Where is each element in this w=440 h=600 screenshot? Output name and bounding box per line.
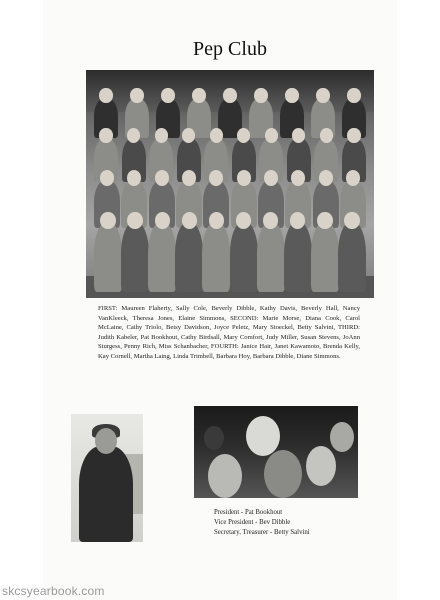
group-member-figure [284, 222, 312, 292]
officer-figure [264, 450, 302, 498]
group-member-head [316, 88, 329, 103]
group-member-head [127, 212, 142, 229]
site-watermark: skcsyearbook.com [2, 584, 105, 598]
group-member-head [265, 128, 278, 143]
officer-figure [330, 422, 354, 452]
group-member-figure [148, 222, 176, 292]
group-member-figure [94, 222, 122, 292]
portrait-face [95, 428, 117, 454]
group-member-head [99, 88, 112, 103]
group-member-head [347, 128, 360, 143]
group-member-head [155, 128, 168, 143]
group-member-head [254, 88, 267, 103]
group-member-head [100, 212, 115, 229]
officers-caption [214, 508, 384, 537]
group-member-figure [121, 222, 149, 292]
group-member-figure [338, 222, 366, 292]
portrait-figure [79, 446, 133, 542]
group-member-head [155, 212, 170, 229]
group-member-head [237, 170, 251, 186]
officer-figure [204, 426, 224, 450]
officer-figure [246, 416, 280, 456]
group-member-head [317, 212, 332, 229]
group-member-head [292, 128, 305, 143]
group-photo [86, 70, 374, 298]
officer-secretary-treasurer: Secretary, Treasurer - Betty Salvini [214, 528, 310, 536]
group-member-head [161, 88, 174, 103]
group-member-head [264, 170, 278, 186]
officer-figure [306, 446, 336, 486]
officers-photo [194, 406, 358, 498]
group-member-head [182, 170, 196, 186]
group-member-figure [257, 222, 285, 292]
group-member-head [182, 128, 195, 143]
officer-figure [208, 454, 242, 498]
group-member-head [127, 128, 140, 143]
group-member-figure [230, 222, 258, 292]
group-member-figure [311, 222, 339, 292]
group-member-head [344, 212, 359, 229]
group-member-head [319, 170, 333, 186]
group-member-head [155, 170, 169, 186]
group-member-head [320, 128, 333, 143]
group-member-figure [175, 222, 203, 292]
group-member-head [192, 88, 205, 103]
group-member-head [99, 128, 112, 143]
group-member-head [285, 88, 298, 103]
group-member-head [223, 88, 236, 103]
group-member-head [182, 212, 197, 229]
group-member-head [210, 128, 223, 143]
group-member-head [346, 170, 360, 186]
group-member-head [209, 212, 224, 229]
group-member-figure [202, 222, 230, 292]
officer-vice-president: Vice President - Bev Dibble [214, 518, 291, 526]
group-member-head [100, 170, 114, 186]
officer-president: President - Pat Bookhout [214, 509, 283, 516]
group-member-head [237, 128, 250, 143]
group-member-head [130, 88, 143, 103]
group-member-head [236, 212, 251, 229]
group-member-head [347, 88, 360, 103]
group-photo-caption: FIRST: Maureen Flaherty, Sally Cole, Beverly Dibble, Kathy Davis, Beverly Hall, Nancy VanKleeck, Theresa Jones, Elaine Simmons, SECOND: Marie Morse, Diana Cook, Carol McLaine, Cathy Triolo, Betsy Davidson, Joyce Peletz, Mary Stoeckel, Betty Salvini, THIRD: Judith Kabeler, Pat Bookhout, Cathy Birdsall, Mary Comfort, Judy Miller, Susan Stevens, JoAnn Sturgess, Penny Rich, Miss Schanbacher, FOURTH: Janice Hair, Janet Kawamoto, Brenda Kelly, Kay Cornell, Martha Laing, Linda Trimbell, Barbara Hoy, Barbara Dibble, Diane Simmons. [98, 305, 360, 360]
advisor-portrait [71, 414, 143, 542]
page-title: Pep Club [193, 38, 267, 60]
